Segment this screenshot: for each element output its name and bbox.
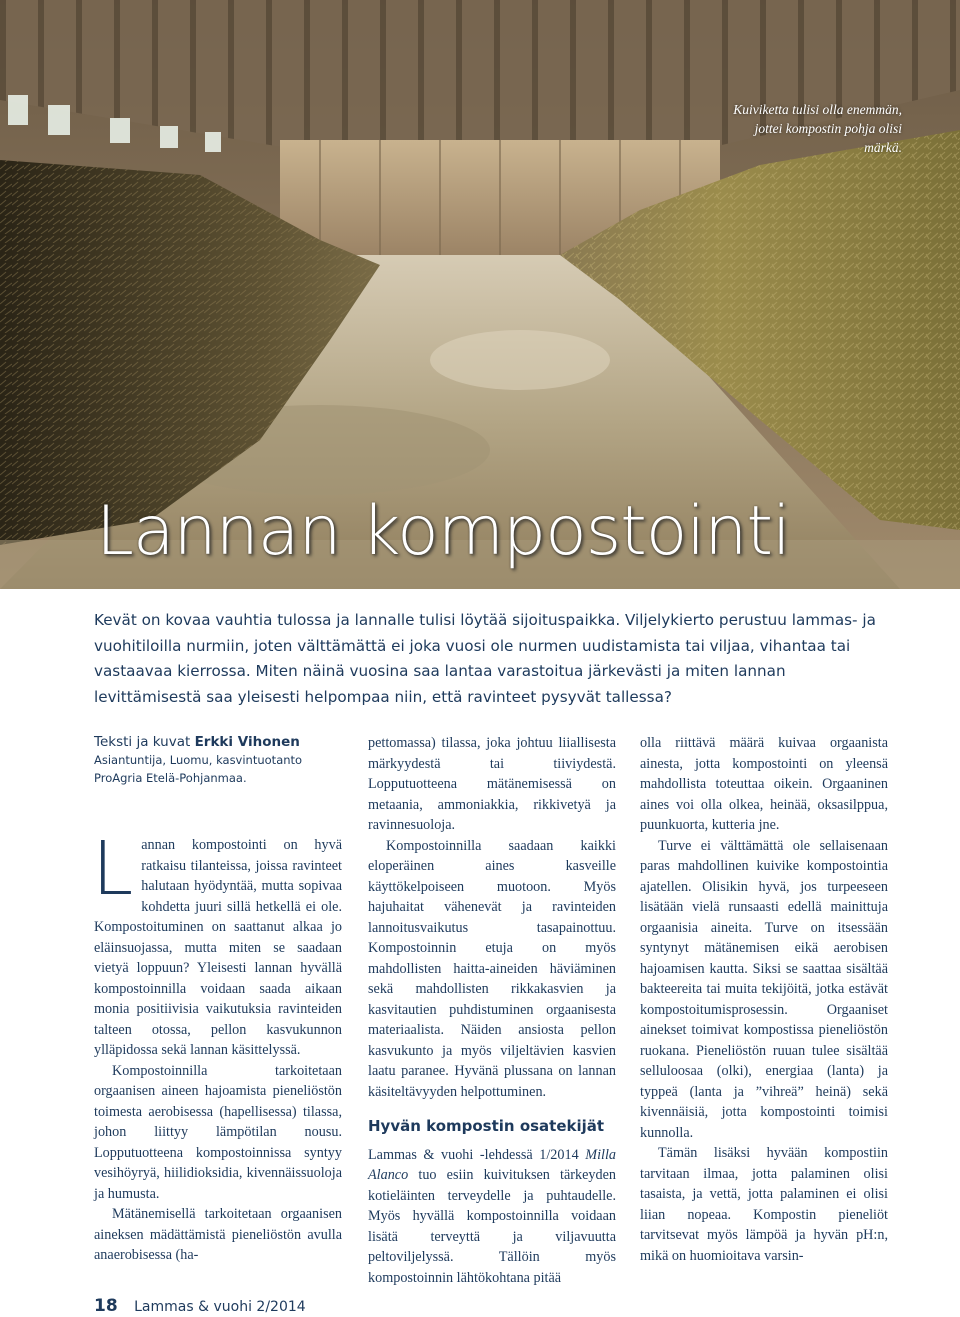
body-paragraph: olla riittävä määrä kuivaa orgaanista ainesta, jotta kompostointi on yleensä mahdollista toteuttaa oikein. Orgaaninen aines voi olla olkea, heinää, oksasilppua, puunkuorta, kutteria jne. bbox=[640, 735, 888, 833]
body-paragraph: Turve ei välttämättä ole sellaisenaan paras mahdollinen kuivike kompostointia ajatellen. Olisikin hyvä, jos turpeeseen lisätään vielä runsaasti edellä mainittuja orgaanisia aineita. Turve on itsessään syntynyt mätänemisen eikä aerobisen hajoamisen kautta. Siksi se saattaa sisältää bakteereita tai muita tekijöitä, jotka estävät kompostoitumisprosessin. Orgaaniset ainekset toimivat kompostissa pieneliöstön ruokana. Pieneliöstön ruuan tulee sisältää selluloosaa (olki), energiaa (lanta) ja typpeä (lanta ja ”vihreä” heinä) sekä kivennäisiä, jotta kompostointi toimisi kunnolla. bbox=[640, 837, 888, 1141]
lead-paragraph: Kevät on kovaa vauhtia tulossa ja lannalle tulisi löytää sijoituspaikka. Viljelykierto perustuu lammas- ja vuohitiloilla nurmiin, joten välttämättä ei joka vuosi ole nurmen uudistamista tai viljaa, vihantaa tai vastaavaa kierrossa. Miten näinä vuosina saa lantaa varastoitua järkevästi ja miten lannan levittämisestä saa yleisesti helpompaa niin, että ravinteet pysyvät tallessa? bbox=[94, 611, 876, 706]
body-paragraph: Tämän lisäksi hyvään kompostiin tarvitaan ilmaa, jotta palaminen olisi tasaista, ja vettä, jotta palaminen ei olisi liian nopeaa. Kompostin pieneliöt tarvitsevat myös lämpöä ja hyvän pH:n, mikä on huomioitava varsin- bbox=[640, 1145, 888, 1264]
photo-caption: Kuiviketta tulisi olla enemmän, jottei kompostin pohja olisi märkä. bbox=[733, 102, 902, 155]
column-2 bbox=[368, 733, 616, 1288]
body-text: annan kompostointi on hyvä ratkaisu tilanteissa, joissa ravinteet halutaan hyödyntää, mutta sopivaa kohdetta juuri sillä hetkellä ei ole. Kompostoituminen on saattanut alkaa jo eläinsuojassa, mutta miten se saadaan vietyä loppuun? Yleisesti lannan hyvällä kompostoinnilla voidaan saada aikaan monia positiivisia vaikutuksia ravinteiden talteen otossa, pellon kasvukunnon ylläpidossa sekä lannan käsittelyssä. bbox=[94, 837, 342, 1058]
body-paragraph bbox=[92, 826, 342, 1061]
section-heading: Hyvän kompostin osatekijät bbox=[368, 1117, 605, 1135]
body-paragraph bbox=[368, 1145, 616, 1289]
column-3 bbox=[640, 733, 888, 1266]
body-paragraph: pettomassa) tilassa, joka johtuu liiallisesta märkyydestä tai tiiviydestä. Lopputuotteena mätänemisessä on metaania, ammoniakkia, rikkivetyä ja ravinnesuoloja. bbox=[368, 735, 616, 833]
body-paragraph: Kompostoinnilla saadaan kaikki eloperäinen aines kasveille käyttökelpoiseen muotoon. Myös hajuhaitat vähenevät ja ravinteiden lannoitusvaikutus tasapainottuu. Kompostoinnin etuja on myös mahdollisten haitta-aineiden häviäminen sekä mahdollisten rikkakasvien ja kasvitautien puhdistuminen orgaanisesta materiaalista. Näiden ansiosta pellon kasvukunto ja myös viljeltävien kasvien laatu paranee. Hyvänä plussana on lannan käsiteltävyyden helpottuminen. bbox=[368, 837, 616, 1100]
body-paragraph: Mätänemisellä tarkoitetaan orgaanisen aineksen mädättämistä pieneliöstön avulla anaerobisessa (ha- bbox=[94, 1206, 342, 1263]
page-footer bbox=[94, 1296, 306, 1316]
byline-role: Asiantuntija, Luomu, kasvintuotanto bbox=[94, 753, 303, 767]
byline-prefix: Teksti ja kuvat bbox=[94, 734, 191, 750]
byline bbox=[94, 733, 342, 787]
byline-author: Erkki Vihonen bbox=[194, 734, 300, 750]
drop-cap: L bbox=[92, 826, 134, 912]
magazine-issue: Lammas & vuohi 2/2014 bbox=[134, 1299, 306, 1315]
byline-org: ProAgria Etelä-Pohjanmaa. bbox=[94, 771, 247, 785]
person-name: Milla Alanco bbox=[368, 1146, 616, 1183]
hero-photo bbox=[0, 0, 960, 589]
body-text: tuo esiin kuivituksen tärkeyden kotieläinten terveydelle ja puhtaudelle. Myös hyvällä kompostoinnilla voidaan lisätä terveyttä ja viljavuutta peltoviljelyssä. Tällöin myös kompostoinnin lähtökohtana pitää bbox=[368, 1167, 616, 1286]
article-title: Lannan kompostointi bbox=[96, 492, 790, 571]
page-number: 18 bbox=[94, 1296, 118, 1316]
body-paragraph: Kompostoinnilla tarkoitetaan orgaanisen aineen hajoamista pieneliöstön toimesta aerobisessa (hapellisessa) tilassa, johon liittyy lämpötilan nousu. Lopputuotteena kompostoinnissa syntyy vesihöyryä, hiilidioksidia, kivennäissuoloja ja humusta. bbox=[94, 1062, 342, 1202]
body-text: Lammas & vuohi -lehdessä 1/2014 bbox=[368, 1146, 586, 1163]
column-1 bbox=[94, 733, 342, 1266]
